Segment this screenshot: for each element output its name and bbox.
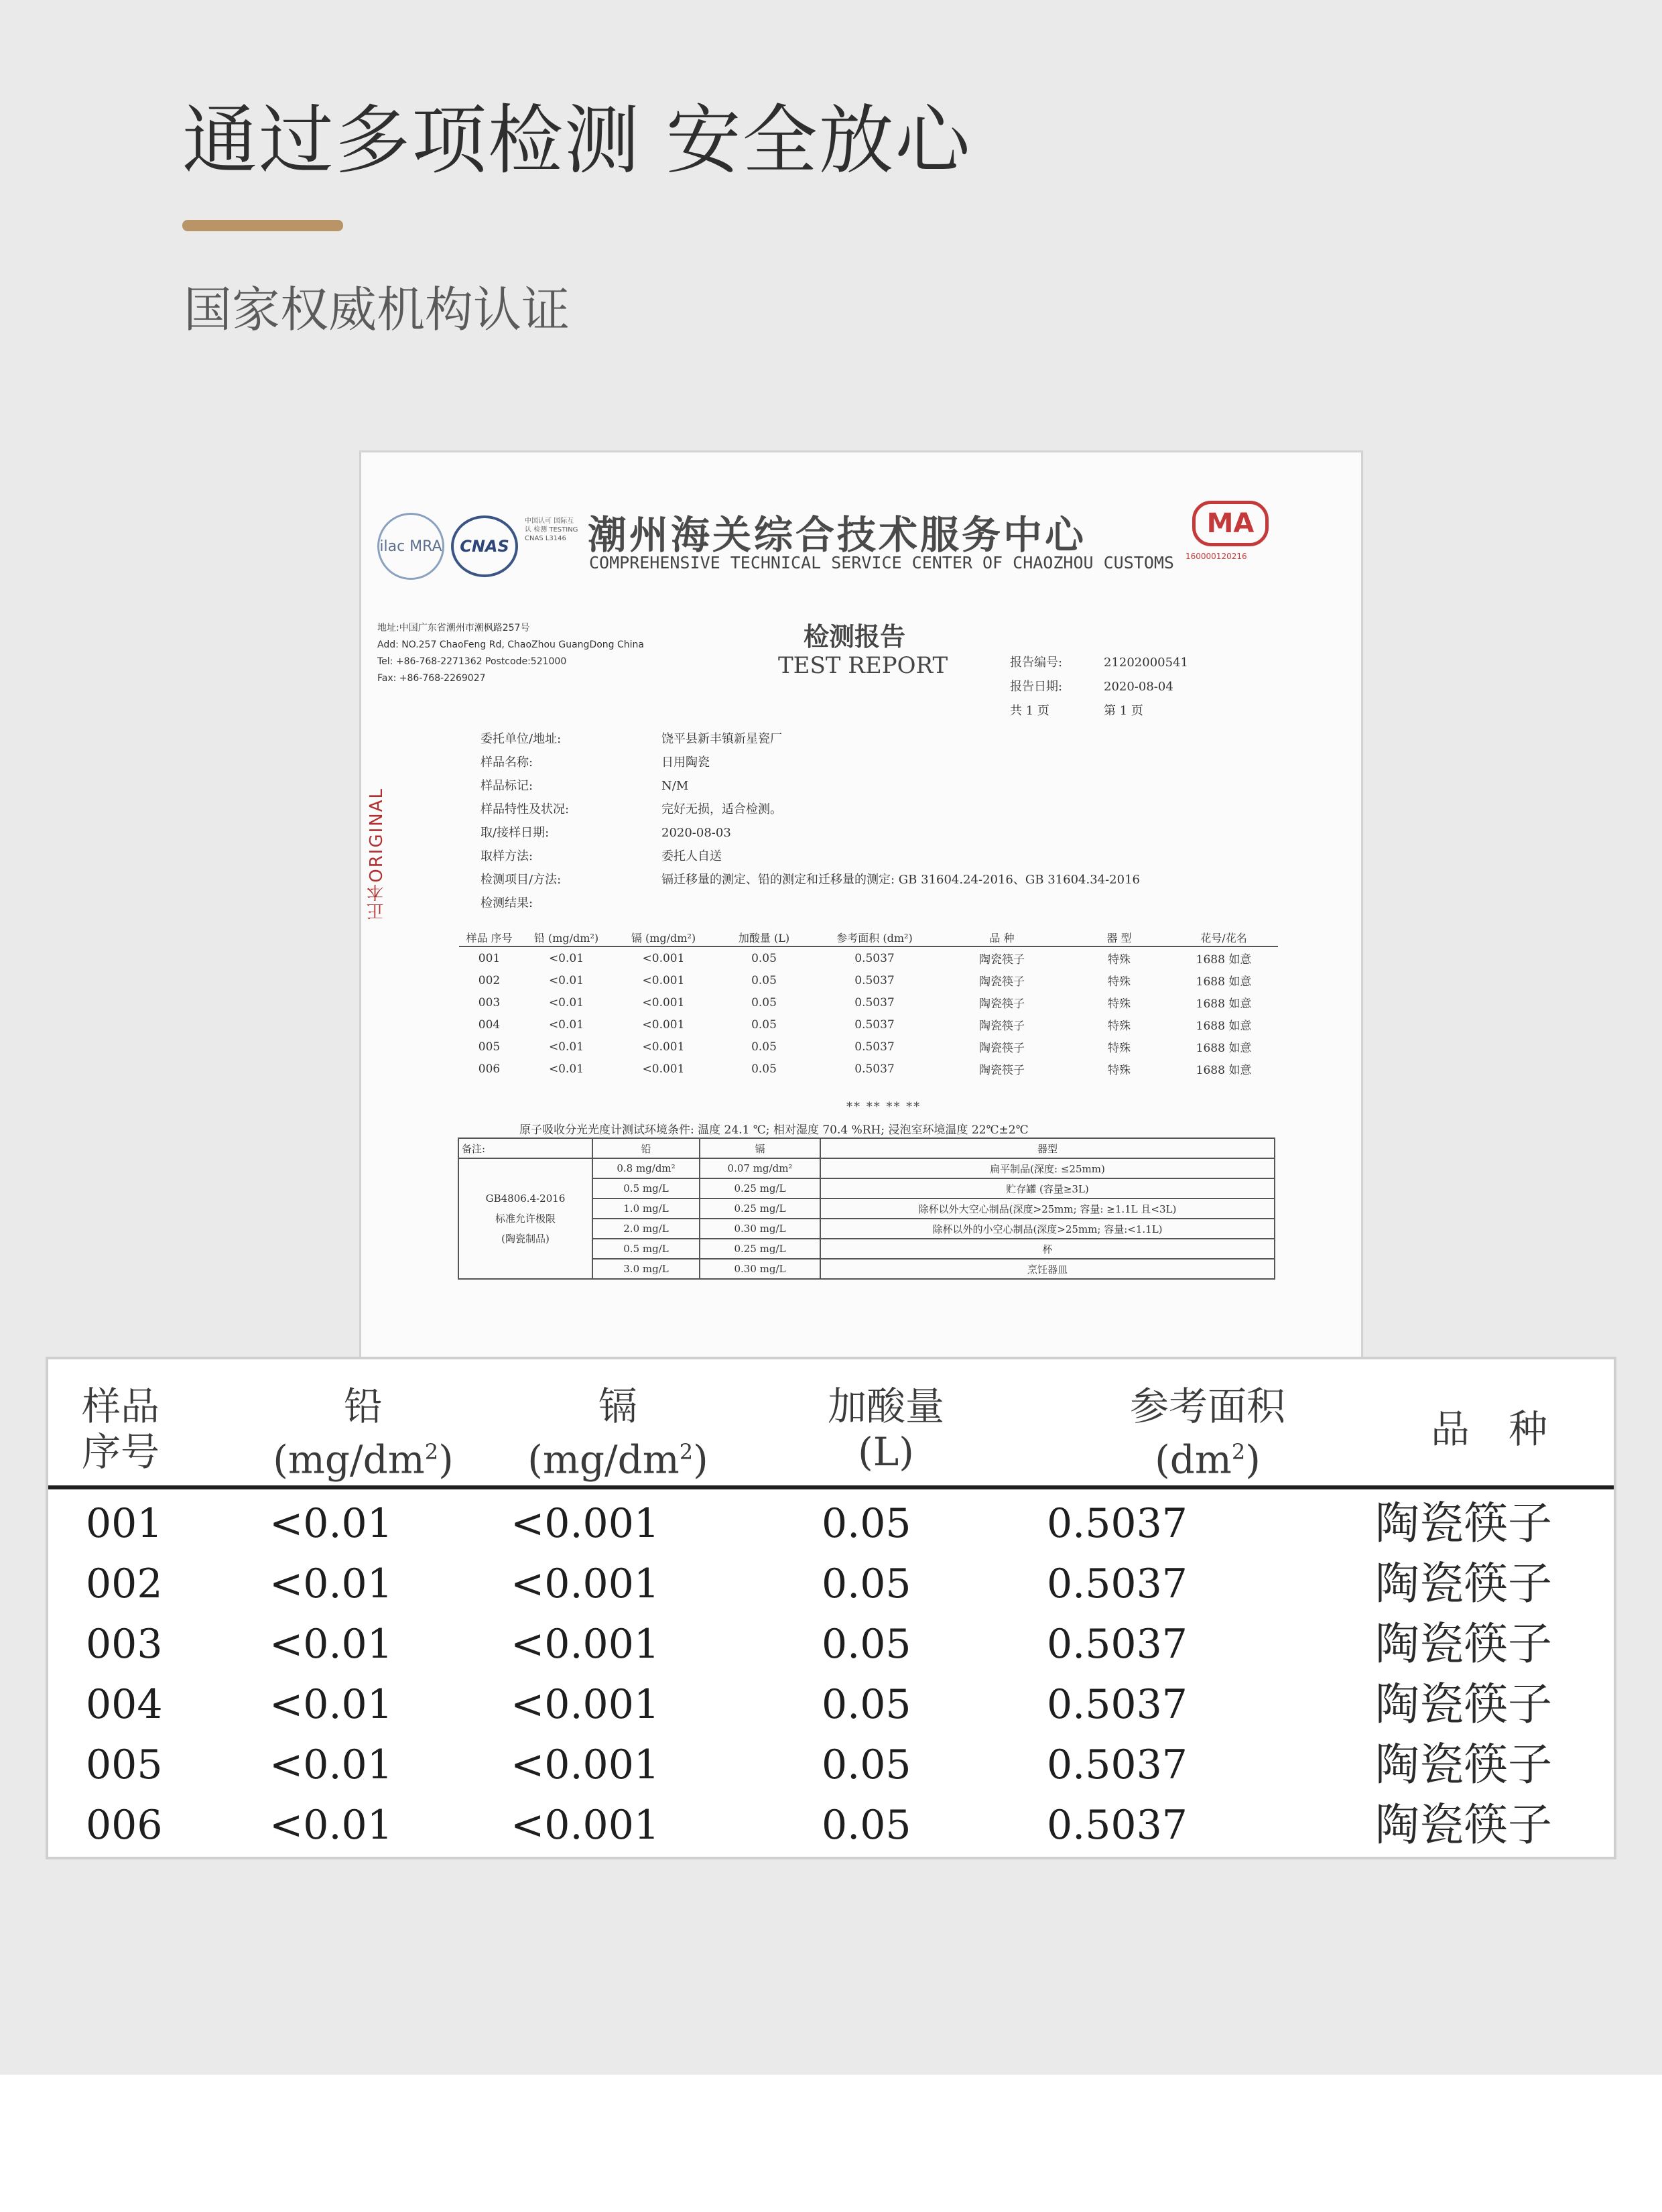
table-cell: <0.001 <box>511 1802 660 1849</box>
table-cell: 除杯以外的小空心制品(深度>25mm; 容量:<1.1L) <box>820 1219 1275 1239</box>
page-title: 通过多项检测 安全放心 <box>182 97 972 184</box>
table-cell: <0.001 <box>642 951 685 965</box>
accreditation-mark-text: 中国认可 国际互认 检测 TESTING CNAS L3146 <box>525 517 578 542</box>
table-cell: 1688 如意 <box>1196 1042 1252 1055</box>
table-cell: 陶瓷筷子 <box>1375 1799 1552 1851</box>
table-cell: <0.01 <box>548 1062 584 1076</box>
table-cell: 002 <box>86 1560 163 1607</box>
table-cell: 委托单位/地址: <box>481 732 562 746</box>
table-cell: 陶瓷筷子 <box>1375 1618 1552 1670</box>
table-cell: 2020-08-03 <box>661 826 731 840</box>
info-row <box>481 821 1140 845</box>
table-cell: 器型 <box>820 1138 1275 1158</box>
table-cell: 2.0 mg/L <box>592 1219 700 1239</box>
table-cell: 陶瓷筷子 <box>1375 1497 1552 1549</box>
table-cell: 铅 <box>343 1384 383 1429</box>
table-row <box>459 969 1278 991</box>
table-cell: 特殊 <box>1108 953 1131 967</box>
table-cell: 序号 <box>82 1429 160 1475</box>
meta-row <box>1010 675 1188 699</box>
info-row <box>481 798 1140 821</box>
info-row <box>481 845 1140 868</box>
table-cell: <0.01 <box>548 1040 584 1054</box>
results-table-small <box>459 931 1278 1080</box>
table-cell: 铅 <box>592 1138 700 1158</box>
table-cell: 0.05 <box>751 1062 777 1076</box>
col-header: 器 型 <box>1069 931 1169 946</box>
table-cell: 1688 如意 <box>1196 953 1252 967</box>
accent-divider <box>182 220 343 231</box>
table-cell: 0.5037 <box>1047 1621 1188 1668</box>
table-cell: 004 <box>478 1018 501 1032</box>
table-cell: 2 <box>679 1439 694 1465</box>
table-cell: 001 <box>86 1500 163 1547</box>
table-cell: 0.05 <box>751 1040 777 1054</box>
table-cell: 取样方法: <box>481 849 533 863</box>
table-cell: 1688 如意 <box>1196 975 1252 989</box>
table-cell: 2 <box>1231 1439 1246 1465</box>
table-cell: 003 <box>86 1621 163 1668</box>
table-cell: 取/接样日期: <box>481 826 550 840</box>
table-cell: 0.5037 <box>854 1062 895 1076</box>
table-cell: 参考面积 <box>1129 1384 1285 1429</box>
table-row <box>48 1554 1616 1614</box>
table-cell: 除杯以外大空心制品(深度>25mm; 容量: ≥1.1L 且<3L) <box>820 1199 1275 1219</box>
header-lead <box>249 1384 477 1482</box>
col-header: 样品 序号 <box>459 931 519 946</box>
table-row <box>48 1614 1616 1674</box>
table-cell: 0.5 mg/L <box>592 1178 700 1199</box>
sample-info <box>481 727 1140 915</box>
organization-name-cn: 潮州海关综合技术服务中心 <box>588 512 1087 558</box>
table-cell: 扁平制品(深度: ≤25mm) <box>820 1158 1275 1178</box>
table-cell: 0.5037 <box>854 995 895 1009</box>
table-cell: 003 <box>478 995 501 1009</box>
table-cell: <0.001 <box>642 973 685 987</box>
table-cell: 检测结果: <box>481 896 533 910</box>
table-cell: 0.25 mg/L <box>700 1239 820 1259</box>
table-cell: 陶瓷筷子 <box>979 953 1025 967</box>
table-cell: 0.05 <box>822 1741 911 1788</box>
table-row <box>459 1013 1278 1036</box>
table-cell: 3.0 mg/L <box>592 1259 700 1279</box>
cnas-logo-icon: CNAS <box>451 515 518 577</box>
table-cell: <0.001 <box>642 995 685 1009</box>
info-row <box>481 868 1140 892</box>
table-cell: (陶瓷制品) <box>501 1233 550 1245</box>
table-cell: 日用陶瓷 <box>661 755 710 770</box>
table-cell: 镉 <box>598 1384 637 1429</box>
table-cell: 0.05 <box>822 1500 911 1547</box>
table-cell: N/M <box>661 779 689 793</box>
table-cell: 陶瓷筷子 <box>979 1064 1025 1077</box>
table-cell: ) <box>438 1436 454 1483</box>
table-cell: 0.25 mg/L <box>700 1199 820 1219</box>
table-cell: <0.001 <box>511 1741 660 1788</box>
table-cell: 陶瓷筷子 <box>979 1020 1025 1033</box>
table-cell: 005 <box>86 1741 163 1788</box>
results-table-zoomed <box>46 1357 1616 1859</box>
table-cell: (mg/dm <box>273 1436 425 1483</box>
table-cell: 0.5037 <box>854 973 895 987</box>
table-cell: 特殊 <box>1108 997 1131 1011</box>
table-cell: 特殊 <box>1108 975 1131 989</box>
table-cell: ) <box>1245 1436 1261 1483</box>
table-cell: 镉 <box>700 1138 820 1158</box>
table-cell: 0.05 <box>751 973 777 987</box>
table-cell: 加酸量 <box>827 1384 944 1429</box>
table-row <box>459 1058 1278 1080</box>
header-acid-volume <box>772 1384 1000 1475</box>
table-cell: <0.01 <box>269 1741 393 1788</box>
col-header: 参考面积 (dm²) <box>814 931 935 946</box>
table-cell: 报告编号: <box>1010 656 1063 670</box>
table-cell: <0.01 <box>269 1500 393 1547</box>
table-cell: 21202000541 <box>1104 656 1188 670</box>
table-cell: 样品特性及状况: <box>481 802 570 816</box>
table-cell: 0.8 mg/dm² <box>592 1158 700 1178</box>
table-cell: ) <box>693 1436 708 1483</box>
table-cell: 标准允许极限 <box>495 1213 556 1225</box>
table-cell: 烹饪器皿 <box>820 1259 1275 1279</box>
table-cell: (L) <box>858 1429 914 1475</box>
info-row <box>481 892 1140 915</box>
cma-seal-icon: MA <box>1192 501 1269 546</box>
organization-address <box>377 620 644 687</box>
col-header: 花号/花名 <box>1169 931 1278 946</box>
info-row <box>481 727 1140 751</box>
table-cell: 2 <box>424 1439 439 1465</box>
table-cell: 检测项目/方法: <box>481 873 562 887</box>
table-cell: <0.01 <box>548 951 584 965</box>
table-cell: 0.5037 <box>1047 1681 1188 1728</box>
table-cell: 1688 如意 <box>1196 1064 1252 1077</box>
limits-table <box>458 1138 1275 1280</box>
page-footer-background <box>0 2075 1662 2212</box>
table-cell: 0.5037 <box>1047 1560 1188 1607</box>
table-cell: 0.25 mg/L <box>700 1178 820 1199</box>
table-cell: 001 <box>478 951 501 965</box>
table-cell: 0.05 <box>751 1018 777 1032</box>
table-cell: 贮存罐 (容量≥3L) <box>820 1178 1275 1199</box>
table-cell: 特殊 <box>1108 1020 1131 1033</box>
table-cell: 0.05 <box>751 951 777 965</box>
table-cell: 陶瓷筷子 <box>1375 1739 1552 1790</box>
table-cell: 委托人自送 <box>661 849 722 863</box>
table-cell: 备注: <box>458 1138 592 1158</box>
address-line: Add: NO.257 ChaoFeng Rd, ChaoZhou GuangDong China <box>377 639 644 650</box>
table-row <box>48 1674 1616 1735</box>
meta-row <box>1010 699 1188 723</box>
table-cell: 报告日期: <box>1010 680 1063 694</box>
table-row <box>458 1138 1275 1158</box>
table-cell: <0.01 <box>548 995 584 1009</box>
table-cell: <0.01 <box>548 1018 584 1032</box>
original-stamp: 正本ORIGINAL <box>367 788 387 920</box>
report-title-en: TEST REPORT <box>778 652 948 679</box>
table-cell: 共 1 页 <box>1010 704 1049 718</box>
table-cell: 006 <box>86 1802 163 1849</box>
table-row <box>48 1735 1616 1795</box>
table-cell: 第 1 页 <box>1104 704 1143 718</box>
page-subtitle: 国家权威机构认证 <box>184 282 570 338</box>
ilac-mra-logo-icon: ilac MRA <box>377 513 444 580</box>
report-meta <box>1010 651 1188 723</box>
table-cell: 0.05 <box>822 1560 911 1607</box>
end-of-results-marker: ** ** ** ** <box>846 1100 921 1114</box>
table-cell: <0.001 <box>511 1681 660 1728</box>
table-cell: 饶平县新丰镇新星瓷厂 <box>661 732 782 746</box>
table-cell: 陶瓷筷子 <box>979 975 1025 989</box>
table-cell: 特殊 <box>1108 1064 1131 1077</box>
table-row <box>48 1795 1616 1855</box>
table-cell: 陶瓷筷子 <box>1375 1678 1552 1730</box>
table-cell: 0.5037 <box>1047 1802 1188 1849</box>
table-cell: <0.01 <box>269 1560 393 1607</box>
table-cell: <0.001 <box>511 1621 660 1668</box>
table-cell: 镉迁移量的测定、铅的测定和迁移量的测定: GB 31604.24-2016、GB 31604.34-2016 <box>661 873 1140 887</box>
table-cell: 杯 <box>820 1239 1275 1259</box>
table-cell: 0.5037 <box>854 951 895 965</box>
table-cell: 样品 <box>82 1384 160 1429</box>
meta-row <box>1010 651 1188 675</box>
table-cell: 1688 如意 <box>1196 1020 1252 1033</box>
test-report-certificate <box>359 450 1363 1359</box>
organization-name-en: COMPREHENSIVE TECHNICAL SERVICE CENTER OF CHAOZHOU CUSTOMS <box>589 553 1174 572</box>
table-cell: <0.001 <box>642 1040 685 1054</box>
table-cell: 0.05 <box>822 1621 911 1668</box>
table-cell: 0.5 mg/L <box>592 1239 700 1259</box>
table-cell: 0.5037 <box>854 1018 895 1032</box>
table-row <box>459 946 1278 969</box>
table-cell: 0.5037 <box>1047 1741 1188 1788</box>
table-cell: 陶瓷筷子 <box>979 997 1025 1011</box>
report-title-cn: 检测报告 <box>804 622 906 652</box>
table-cell: 0.05 <box>822 1802 911 1849</box>
table-cell: 样品标记: <box>481 779 533 793</box>
col-header: 镉 (mg/dm²) <box>613 931 714 946</box>
header-cadmium <box>504 1384 732 1482</box>
table-row <box>48 1493 1616 1554</box>
table-row <box>459 991 1278 1013</box>
table-cell: 0.5037 <box>1047 1500 1188 1547</box>
table-cell: (mg/dm <box>527 1436 680 1483</box>
header-sample-number <box>82 1384 159 1475</box>
table-cell: 004 <box>86 1681 163 1728</box>
table-cell: <0.01 <box>269 1802 393 1849</box>
table-cell: <0.001 <box>511 1560 660 1607</box>
table-cell: 0.30 mg/L <box>700 1259 820 1279</box>
table-cell: <0.001 <box>642 1018 685 1032</box>
header-divider <box>48 1485 1616 1489</box>
col-header: 品 种 <box>935 931 1069 946</box>
table-row <box>459 1036 1278 1058</box>
table-cell: GB4806.4-2016 <box>485 1192 566 1205</box>
cma-number: 160000120216 <box>1186 552 1247 561</box>
table-cell: 2020-08-04 <box>1104 680 1173 694</box>
table-cell: 0.05 <box>822 1681 911 1728</box>
header-reference-area <box>1080 1384 1335 1482</box>
table-cell: (dm <box>1155 1436 1232 1483</box>
table-cell: 005 <box>478 1040 501 1054</box>
col-header: 加酸量 (L) <box>714 931 814 946</box>
table-row <box>458 1158 1275 1178</box>
address-line: 地址:中国广东省潮州市潮枫路257号 <box>377 623 530 633</box>
address-line: Tel: +86-768-2271362 Postcode:521000 <box>377 656 567 667</box>
table-cell: 0.30 mg/L <box>700 1219 820 1239</box>
table-cell: <0.001 <box>511 1500 660 1547</box>
table-cell: 样品名称: <box>481 755 533 770</box>
header-kind: 品 种 <box>1430 1406 1547 1452</box>
table-cell: 陶瓷筷子 <box>979 1042 1025 1055</box>
col-header: 铅 (mg/dm²) <box>519 931 613 946</box>
info-row <box>481 751 1140 774</box>
table-cell: 1.0 mg/L <box>592 1199 700 1219</box>
table-cell: 002 <box>478 973 501 987</box>
table-cell: 陶瓷筷子 <box>1375 1558 1552 1609</box>
table-cell: 完好无损，适合检测。 <box>661 802 782 816</box>
address-line: Fax: +86-768-2269027 <box>377 673 486 684</box>
table-cell: 0.5037 <box>854 1040 895 1054</box>
table-cell: 1688 如意 <box>1196 997 1252 1011</box>
table-cell: 0.07 mg/dm² <box>700 1158 820 1178</box>
table-cell: <0.001 <box>642 1062 685 1076</box>
table-cell: <0.01 <box>548 973 584 987</box>
table-cell: 0.05 <box>751 995 777 1009</box>
table-cell: <0.01 <box>269 1621 393 1668</box>
info-row <box>481 774 1140 798</box>
table-cell: 特殊 <box>1108 1042 1131 1055</box>
table-cell: <0.01 <box>269 1681 393 1728</box>
table-cell: 006 <box>478 1062 501 1076</box>
test-conditions: 原子吸收分光光度计测试环境条件: 温度 24.1 ℃; 相对湿度 70.4 %RH; 浸泡室环境温度 22℃±2℃ <box>519 1123 1029 1137</box>
